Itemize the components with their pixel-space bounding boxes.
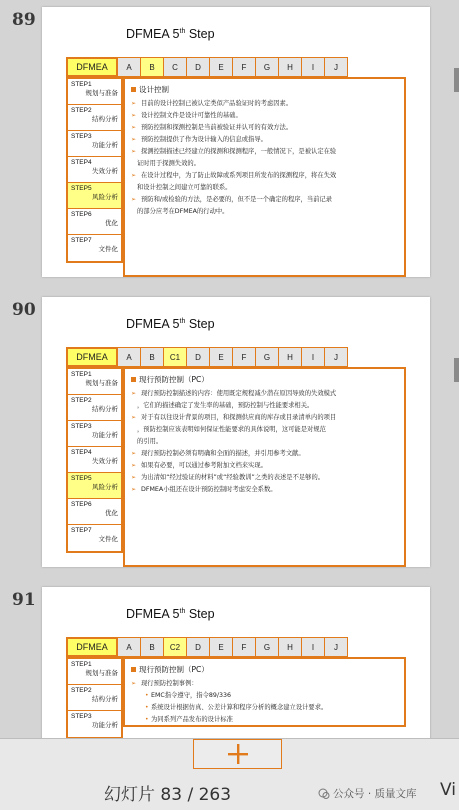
step-item <box>68 105 121 131</box>
content-heading <box>131 84 398 95</box>
content-heading <box>131 664 398 675</box>
content-bullet: • EMC指令遵守，指令89/336 <box>131 690 398 702</box>
step-label: 功能分析 <box>92 721 118 729</box>
slide-thumbnail-row[interactable] <box>0 0 459 290</box>
dfmea-tab: E <box>210 347 233 367</box>
step-label: 功能分析 <box>92 431 118 439</box>
content-bullet: ➢ 现行预防控制必须有明确和全面的描述，并引用参考文献。 <box>131 448 398 460</box>
slide-number: 89 <box>12 10 36 30</box>
slide-title <box>126 607 215 621</box>
dfmea-tab: D <box>187 57 210 77</box>
content-heading <box>131 374 398 385</box>
step-item <box>68 685 121 711</box>
dfmea-tab: F <box>233 57 256 77</box>
dfmea-tab: C2 <box>164 637 187 657</box>
content-heading-text: 现行预防控制（PC） <box>139 375 209 384</box>
content-bullet: ➢ 现行预防控制描述的内容：使用既定规程减少潜在原因导致的失效模式 <box>131 388 398 400</box>
content-heading-text: 设计控制 <box>139 85 169 94</box>
slide-title-main: DFMEA 5 <box>126 317 180 331</box>
dfmea-tab: B <box>141 347 164 367</box>
dfmea-tab-bar <box>66 347 348 367</box>
step-number: STEP2 <box>71 107 92 114</box>
slide-thumbnail-row[interactable] <box>0 580 459 738</box>
plus-icon <box>227 743 249 765</box>
add-slide-button[interactable] <box>193 739 282 769</box>
step-item <box>68 209 121 235</box>
dfmea-tab: J <box>325 637 348 657</box>
step-number: STEP7 <box>71 527 92 534</box>
watermark <box>318 786 417 801</box>
step-label: 结构分析 <box>92 695 118 703</box>
step-number: STEP6 <box>71 501 92 508</box>
content-bullet: ，它们的描述确定了发生率的基础，预防控制与性能要求相关。 <box>137 402 314 409</box>
content-bullet: ➢ 为出清如“经过验证的材料”或“经验教训”之类的表述是不足够的。 <box>131 472 398 484</box>
dfmea-tab: D <box>187 637 210 657</box>
slide-title <box>126 317 215 331</box>
step-item <box>68 421 121 447</box>
dfmea-tab: I <box>302 347 325 367</box>
step-number: STEP7 <box>71 237 92 244</box>
dfmea-tab: E <box>210 637 233 657</box>
dfmea-tab: B <box>141 57 164 77</box>
dfmea-tab: I <box>302 637 325 657</box>
step-label: 优化 <box>105 509 118 517</box>
step-item <box>68 499 121 525</box>
dfmea-tab: F <box>233 347 256 367</box>
dfmea-tab: A <box>118 57 141 77</box>
view-label[interactable]: Vi <box>440 780 456 800</box>
content-bullet: 的引用。 <box>137 438 163 445</box>
slide-content-box <box>123 657 406 727</box>
step-label: 风险分析 <box>92 193 118 201</box>
content-bullet: ➢ 在设计过程中，为了防止故障或系列项目所发布的探测程序，将在失效 <box>131 170 398 182</box>
content-bullet: ➢ 设计控制文件是设计可靠性的基础。 <box>131 110 398 122</box>
slide-number: 90 <box>12 300 36 320</box>
content-bullet: ➢ 如果有必要，可以通过参考附加文档来实现。 <box>131 460 398 472</box>
step-item <box>68 369 121 395</box>
content-bullet: 证时用于探测失效的。 <box>137 160 200 167</box>
slide-title-sup: th <box>179 27 186 35</box>
content-bullet: ➢ 探测控制描述已经建立的探测和探测程序，一般情况下，是被认定在验 <box>131 146 398 158</box>
step-label: 文件化 <box>98 245 118 253</box>
step-item <box>68 395 121 421</box>
step-item <box>68 183 121 209</box>
step-label: 失效分析 <box>92 457 118 465</box>
dfmea-tab: C1 <box>164 347 187 367</box>
slide-content-box <box>123 77 406 277</box>
scrollbar-thumb[interactable] <box>454 68 459 92</box>
slide-title <box>126 27 215 41</box>
slide-thumbnail[interactable] <box>42 7 430 277</box>
step-label: 规划与准备 <box>85 379 118 387</box>
step-label: 风险分析 <box>92 483 118 491</box>
step-list <box>66 77 123 263</box>
dfmea-tab: I <box>302 57 325 77</box>
dfmea-tab: H <box>279 347 302 367</box>
content-heading-text: 现行预防控制（PC） <box>139 665 209 674</box>
dfmea-tab: H <box>279 637 302 657</box>
step-number: STEP4 <box>71 449 92 456</box>
slide-content-box <box>123 367 406 567</box>
dfmea-tab-bar <box>66 637 348 657</box>
content-bullet: ➢ 预防控制提供了作为设计输入的信息或指导。 <box>131 134 398 146</box>
slide-title-sup: th <box>179 317 186 325</box>
slide-title-end: Step <box>185 607 215 621</box>
slide-number: 91 <box>12 590 36 610</box>
dfmea-tab: G <box>256 57 279 77</box>
step-label: 文件化 <box>98 535 118 543</box>
step-number: STEP2 <box>71 687 92 694</box>
content-bullet: ➢ 现行预防控制事例： <box>131 678 398 690</box>
dfmea-tab-bar <box>66 57 348 77</box>
watermark-text: 公众号 · 质量文库 <box>333 788 417 800</box>
content-bullet: • 为同系列产品发布的设计标准 <box>131 714 398 726</box>
dfmea-tab: J <box>325 57 348 77</box>
step-item <box>68 447 121 473</box>
dfmea-tab: A <box>118 347 141 367</box>
step-item <box>68 157 121 183</box>
slide-title-main: DFMEA 5 <box>126 27 180 41</box>
step-item <box>68 525 121 551</box>
content-bullet: ➢ DFMEA小组还在设计预防控制时考虑安全系数。 <box>131 484 398 496</box>
slide-thumbnail-row[interactable] <box>0 290 459 580</box>
dfmea-tab: H <box>279 57 302 77</box>
step-number: STEP6 <box>71 211 92 218</box>
step-number: STEP1 <box>71 661 92 668</box>
step-number: STEP5 <box>71 185 92 192</box>
step-label: 结构分析 <box>92 405 118 413</box>
step-list <box>66 657 123 738</box>
dfmea-tab: F <box>233 637 256 657</box>
content-bullet: ➢ 预防控制和探测控制是当前被验证并认可的有效方法。 <box>131 122 398 134</box>
step-label: 结构分析 <box>92 115 118 123</box>
step-label: 失效分析 <box>92 167 118 175</box>
slide-title-end: Step <box>185 27 215 41</box>
dfmea-tab: J <box>325 347 348 367</box>
dfmea-tab: DFMEA <box>66 57 118 77</box>
step-number: STEP2 <box>71 397 92 404</box>
status-bar <box>0 777 459 810</box>
slide-title-main: DFMEA 5 <box>126 607 180 621</box>
dfmea-tab: DFMEA <box>66 637 118 657</box>
dfmea-tab: E <box>210 57 233 77</box>
content-bullet: ➢ 目前的设计控制已被认定类似产品验证时的考虑因素。 <box>131 98 398 110</box>
step-number: STEP5 <box>71 475 92 482</box>
content-bullet: 的部分应考在DFMEA的行动中。 <box>137 208 229 215</box>
slide-thumbnail[interactable] <box>42 297 430 567</box>
step-item <box>68 79 121 105</box>
scrollbar-thumb[interactable] <box>454 358 459 382</box>
slide-title-end: Step <box>185 317 215 331</box>
step-number: STEP3 <box>71 423 92 430</box>
dfmea-tab: D <box>187 347 210 367</box>
square-bullet-icon <box>131 87 136 92</box>
step-number: STEP3 <box>71 713 92 720</box>
step-list <box>66 367 123 553</box>
content-bullet: ➢ 预防和/或检验的方法，是必要的，但不是一个确定的程序，当前记录 <box>131 194 398 206</box>
step-number: STEP1 <box>71 81 92 88</box>
dfmea-tab: A <box>118 637 141 657</box>
step-label: 优化 <box>105 219 118 227</box>
dfmea-tab: DFMEA <box>66 347 118 367</box>
bottom-toolbar <box>0 738 459 810</box>
step-label: 功能分析 <box>92 141 118 149</box>
wechat-icon <box>318 788 330 800</box>
step-number: STEP1 <box>71 371 92 378</box>
dfmea-tab: G <box>256 347 279 367</box>
step-number: STEP4 <box>71 159 92 166</box>
square-bullet-icon <box>131 377 136 382</box>
step-number: STEP3 <box>71 133 92 140</box>
square-bullet-icon <box>131 667 136 672</box>
dfmea-tab: C <box>164 57 187 77</box>
step-item <box>68 235 121 261</box>
content-bullet: ，预防控制应该表明如何保证性能要求的具体说明，这可能是对规范 <box>137 426 326 433</box>
step-label: 规划与准备 <box>85 89 118 97</box>
step-item <box>68 473 121 499</box>
step-item <box>68 659 121 685</box>
step-item <box>68 131 121 157</box>
content-bullet: 和设计控制之间建立可靠的联系。 <box>137 184 232 191</box>
content-bullet: ➢ 对于有以往设计背景的项目，和探测供应商的库存或目录清单内的项目 <box>131 412 398 424</box>
step-item <box>68 711 121 737</box>
step-label: 规划与准备 <box>85 669 118 677</box>
slide-counter: 幻灯片 83 / 263 <box>104 785 232 805</box>
dfmea-tab: B <box>141 637 164 657</box>
dfmea-tab: G <box>256 637 279 657</box>
slide-thumbnail[interactable] <box>42 587 430 738</box>
slide-title-sup: th <box>179 607 186 615</box>
content-bullet: • 系统设计根据仿真、公差计算和程序分析的概念建立设计要求。 <box>131 702 398 714</box>
